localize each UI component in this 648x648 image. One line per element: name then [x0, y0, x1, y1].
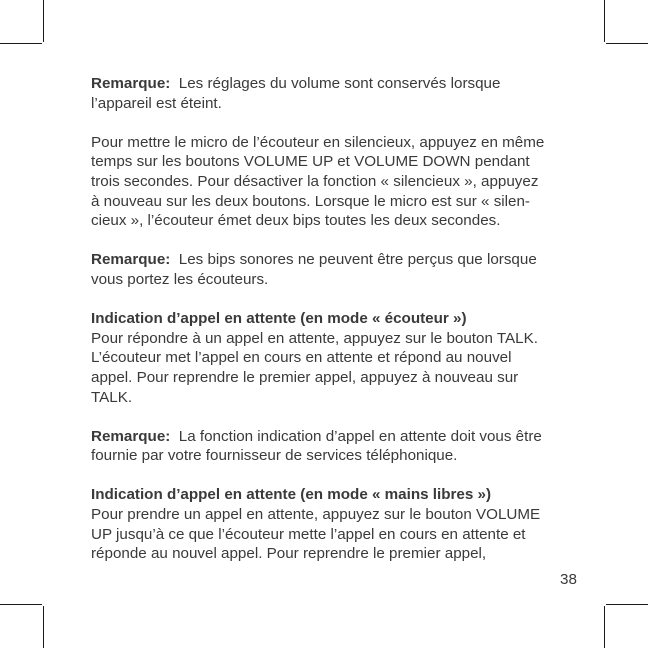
text-line: fournie par votre fournisseur de services téléphonique. — [91, 447, 458, 465]
note-label: Remarque: — [91, 427, 171, 445]
crop-mark-bottom-left-vertical — [43, 606, 44, 648]
text-line: Remarque: Les réglages du volume sont conservés lorsque — [91, 75, 501, 92]
note-volume-settings — [91, 74, 571, 113]
note-label: Remarque: — [91, 251, 171, 269]
crop-mark-bottom-right-horizontal — [606, 604, 648, 605]
text-line: L’écouteur met l’appel en cours en attente et répond au nouvel — [91, 349, 512, 367]
crop-mark-bottom-left-horizontal — [0, 604, 42, 605]
text-line: trois secondes. Pour désactiver la fonction « silencieux », appuyez — [91, 172, 539, 190]
call-waiting-earpiece-section — [91, 309, 571, 407]
crop-mark-top-left-horizontal — [0, 43, 42, 44]
section-heading: Indication d’appel en attente (en mode « mains libres ») — [91, 486, 492, 504]
text-line: temps sur les boutons VOLUME UP et VOLUME DOWN pendant — [91, 153, 530, 171]
mute-instructions — [91, 133, 571, 231]
page-content — [91, 74, 571, 564]
crop-mark-top-right-horizontal — [606, 43, 648, 44]
text-line: réponde au nouvel appel. Pour reprendre le premier appel, — [91, 545, 487, 563]
text-line: vous portez les écouteurs. — [91, 270, 269, 288]
text-line: TALK. — [91, 388, 133, 406]
text-line: Pour mettre le micro de l’écouteur en silencieux, appuyez en même — [91, 133, 545, 151]
crop-mark-bottom-right-vertical — [604, 606, 605, 648]
text-line: UP jusqu’à ce que l’écouteur mette l’appel en cours en attente et — [91, 525, 526, 543]
text-line: Remarque: La fonction indication d’appel en attente doit vous être — [91, 427, 542, 445]
text-line: appel. Pour reprendre le premier appel, appuyez à nouveau sur — [91, 368, 519, 386]
text-line: à nouveau sur les deux boutons. Lorsque le micro est sur « silen- — [91, 192, 530, 210]
note-label: Remarque: — [91, 75, 171, 92]
section-heading: Indication d’appel en attente (en mode « écouteur ») — [91, 310, 467, 328]
text-line: cieux », l’écouteur émet deux bips toutes les deux secondes. — [91, 212, 501, 230]
note-call-waiting-service — [91, 427, 571, 466]
text-line: Remarque: Les bips sonores ne peuvent être perçus que lorsque — [91, 251, 537, 269]
note-beeps — [91, 250, 571, 289]
text-line: Pour prendre un appel en attente, appuyez sur le bouton VOLUME — [91, 506, 541, 524]
crop-mark-top-left-vertical — [43, 0, 44, 42]
text-line: Pour répondre à un appel en attente, appuyez sur le bouton TALK. — [91, 329, 538, 347]
call-waiting-handsfree-section — [91, 485, 571, 563]
text-line: l’appareil est éteint. — [91, 94, 222, 112]
page-number: 38 — [560, 571, 577, 588]
crop-mark-top-right-vertical — [604, 0, 605, 42]
